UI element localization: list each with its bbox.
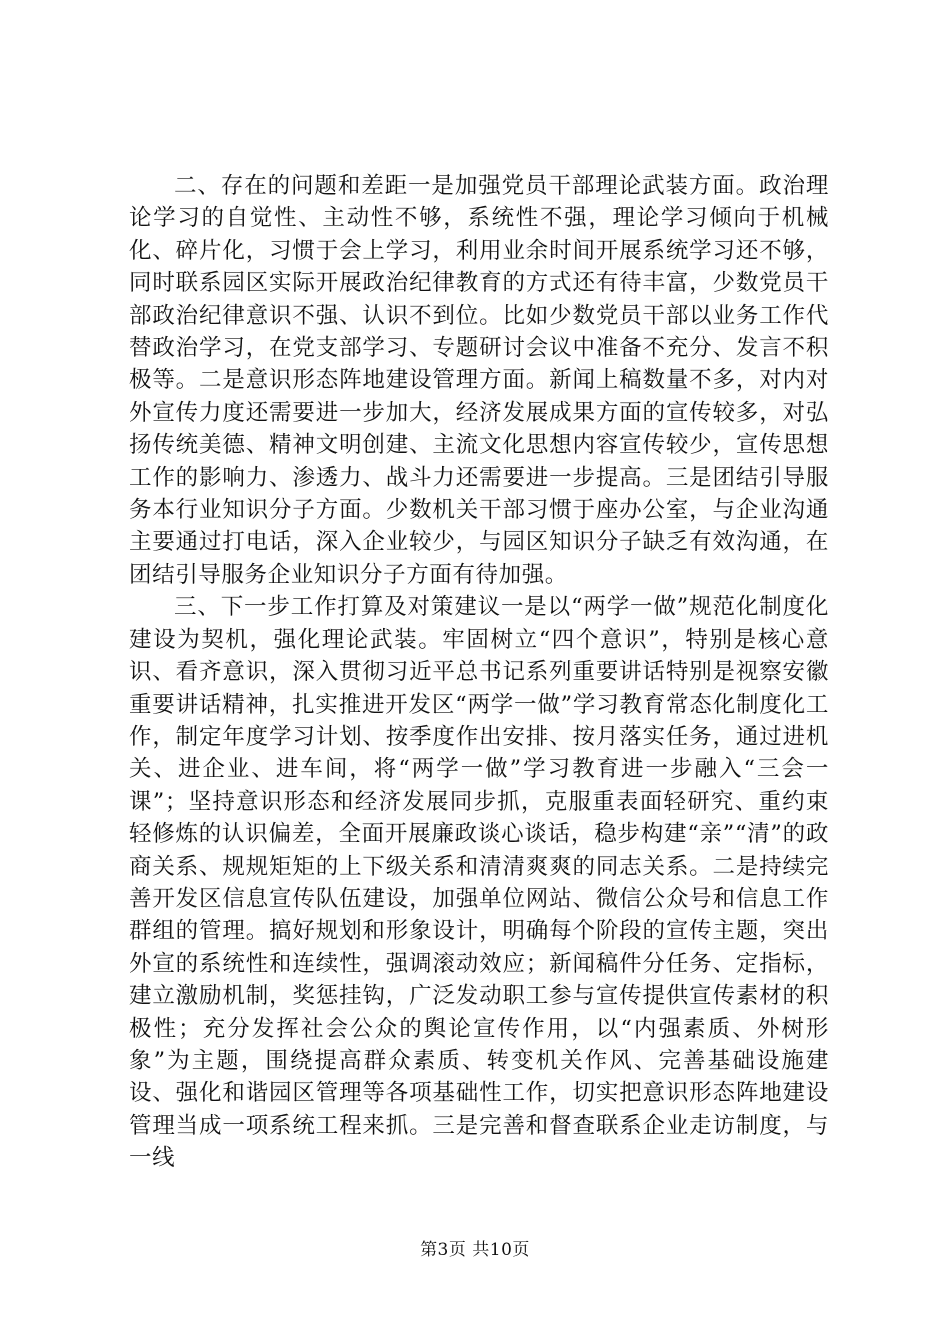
- paragraph-next-steps: 三、下一步工作打算及对策建议一是以“两学一做”规范化制度化建设为契机，强化理论武装。牢固树立“四个意识”，特别是核心意识、看齐意识，深入贯彻习近平总书记系列重要讲话特别是视察安徽重要讲话精神，扎实推进开发区“两学一做”学习教育常态化制度化工作，制定年度学习计划、按季度作出安排、按月落实任务，通过进机关、进企业、进车间，将“两学一做”学习教育进一步融入“三会一课”；坚持意识形态和经济发展同步抓，克服重表面轻研究、重约束轻修炼的认识偏差，全面开展廉政谈心谈话，稳步构建“亲”“清”的政商关系、规规矩矩的上下级关系和清清爽爽的同志关系。二是持续完善开发区信息宣传队伍建设，加强单位网站、微信公众号和信息工作群组的管理。搞好规划和形象设计，明确每个阶段的宣传主题，突出外宣的系统性和连续性，强调滚动效应；新闻稿件分任务、定指标，建立激励机制，奖惩挂钩，广泛发动职工参与宣传提供宣传素材的积极性；充分发挥社会公众的舆论宣传作用，以“内强素质、外树形象”为主题，围绕提高群众素质、转变机关作风、完善基础设施建设、强化和谐园区管理等各项基础性工作，切实把意识形态阵地建设管理当成一项系统工程来抓。三是完善和督查联系企业走访制度，与一线: [129, 594, 829, 1172]
- document-body: [129, 170, 829, 1175]
- page-number: 第3页 共10页: [420, 1240, 530, 1260]
- paragraph-problems: 二、存在的问题和差距一是加强党员干部理论武装方面。政治理论学习的自觉性、主动性不够，系统性不强，理论学习倾向于机械化、碎片化，习惯于会上学习，利用业余时间开展系统学习还不够，同时联系园区实际开展政治纪律教育的方式还有待丰富，少数党员干部政治纪律意识不强、认识不到位。比如少数党员干部以业务工作代替政治学习，在党支部学习、专题研讨会议中准备不充分、发言不积极等。二是意识形态阵地建设管理方面。新闻上稿数量不多，对内对外宣传力度还需要进一步加大，经济发展成果方面的宣传较多，对弘扬传统美德、精神文明创建、主流文化思想内容宣传较少，宣传思想工作的影响力、渗透力、战斗力还需要进一步提高。三是团结引导服务本行业知识分子方面。少数机关干部习惯于座办公室，与企业沟通主要通过打电话，深入企业较少，与园区知识分子缺乏有效沟通，在团结引导服务企业知识分子方面有待加强。: [129, 173, 829, 588]
